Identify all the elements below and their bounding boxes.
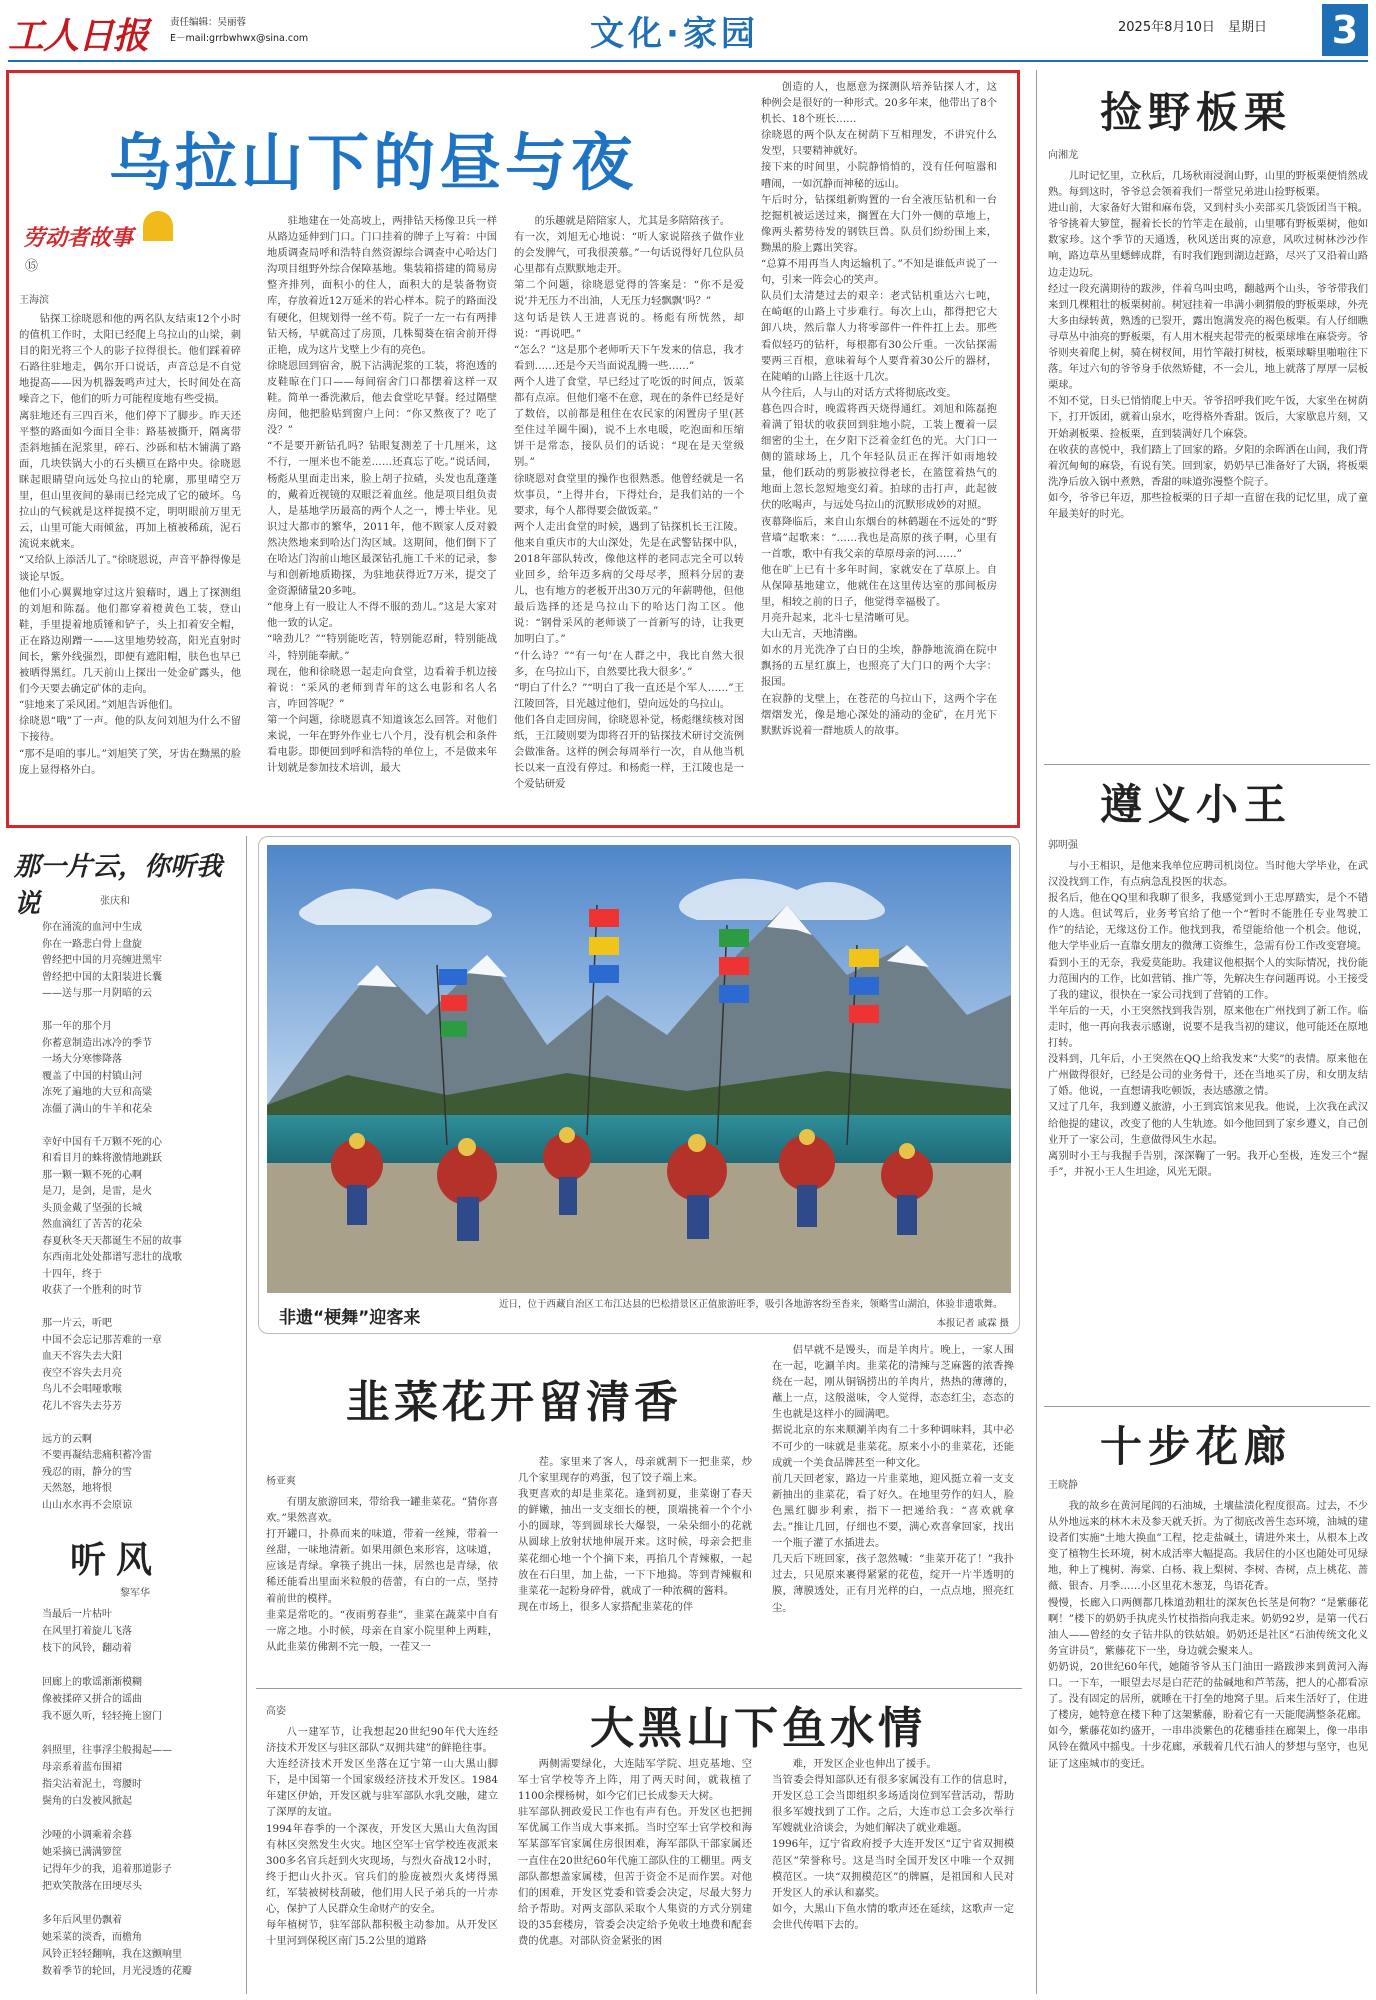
main-feature-title: 乌拉山下的昼与夜 bbox=[109, 126, 638, 199]
main-col-2: 驻地建在一处高坡上，两排钻天杨像卫兵一样从路边延伸到门口。门口挂着的牌子上写着：中国地质调查局呼和浩特自然资源综合调查中心哈达门沟项目组野外综合保障基地。集装箱搭建的简易房整齐排列，面积小的住人，面积大的是装备物资库，存放着近12万延米的岩心样本。院子的路面没有硬化，但规划得一丝不苟。院子一左一右有两排钻天杨，早就高过了房顶，几株蜀葵在宿舍前开得正艳，成为这片戈壁上少有的亮色。 徐晓恩回到宿舍，脱下沾满泥浆的工装，将泡透的皮鞋晾在门口——每间宿舍门口都摆着这样一双鞋。简单一番洗漱后，他去食堂吃早餐。经过隔壁房间，他把脸贴到窗户上问：“你又熬夜了？吃了没？” “不是要开新钻孔吗？钻眼复测差了十几厘米，这不行，一厘米也不能差……还真忘了吃。”说话间，杨彪从里面走出来，脸上胡子拉碴，头发也乱蓬蓬的，戴着近视镜的双眼泛着血丝。他是项目组负责人，是基地学历最高的两个人之一，博士毕业。见识过大都市的繁华，2011年，他不顾家人反对毅然决然地来到哈达门沟区域。这期间，他们倒下了在哈达门沟前山地区最深钻孔施工千米的记录，参与和创新地质勘探，为驻地获得近7万米，提交了金资源储量20多吨。 “他身上有一股让人不得不服的劲儿。”这是大家对他一致的认定。 “啥劲儿？”“特别能吃苦，特别能忍耐，特别能战斗，特别能奉献。” 现在，他和徐晓恩一起走向食堂，边看着手机边接着说：“采风的老师到青年的这么电影和名人名言，咋回答呢？” 第一个问题，徐晓恩真不知道该怎么回答。对他们来说，一年在野外作业七八个月，没有机会和条件看电影。即便回到呼和浩特的单位上，不是做来年计划就是参加技术培训，最大 bbox=[267, 215, 497, 775]
bottom1-col-1: 有朋友旅游回来，带给我一罐韭菜花。“猜你喜欢。”果然喜欢。 打开罐口，扑鼻而来的味道，带着一丝辣，带着一丝甜，一味地清新。如果用颜色来形容，这味道，应该是青绿。拿筷子挑出一抹，居然也是青绿，依稀还能看出里面米粒般的蓓蕾，有白的一点，坚持着前世的模样。 韭菜是常吃的。“夜雨剪春韭”，韭菜在蔬菜中自有一席之地。小时候，母亲在自家小院里种上两畦，从此韭菜仿佛割不完一般，一茬又一 bbox=[266, 1496, 498, 1653]
editor-email: E－mail:grrbwhwx@sina.com bbox=[170, 33, 309, 44]
photo-credit: 本报记者 戚霖 摄 bbox=[936, 1318, 1009, 1329]
bottom-divider bbox=[256, 1688, 1022, 1689]
bottom1-col-3: 侣早就不是馒头，而是羊肉片。晚上，一家人围在一起，吃涮羊肉。韭菜花的清辣与芝麻酱的浓香搀绕在一起，刚从铜锅捞出的羊肉片，热热的薄薄的，蘸上一点，这般滋味，令人觉得，态态红尘，态态的生也就是这样小的圆满吧。 据说北京的东来顺涮羊肉有二十多种调味料，其中必不可少的一味就是韭菜花。原来小小的韭菜花，还能成就一个美食品牌甚至一种文化。 前几天回老家，路边一片韭菜地，迎风挺立着一支支新抽出的韭菜花，看了好久。在地里劳作的妇人，脸色黑红脚步利索，指下一把递给我：“喜欢就拿去。”推让几回，仔细也不要，满心欢喜拿回家，找出一个瓶子灌了水插进去。 几天后下班回家，孩子忽然喊：“韭菜开花了！”我扑过去，只见原来裹得紧紧的花苞，绽开一片半透明的膜，薄膜透处，正有月光样的白，一点点地，照亮红尘。 bbox=[772, 1344, 1014, 1614]
bottom2-author: 高姿 bbox=[266, 1706, 286, 1717]
bottom1-author: 杨亚爽 bbox=[266, 1476, 296, 1487]
leftpoem2-body: 当最后一片枯叶 在风里打着旋儿飞落 枝下的风铃，翻动着 回廊上的歌谣渐渐模糊 像被揉碎又拼合的谣曲 我不愿久听，轻轻掩上窗门 斜照里，往事浮尘般揭起—— 母亲系着蓝布围裙 指尖沾着泥土，弯腰时 鬓角的白发被风掀起 沙哑的小调乘着余暮 她采摘已满满箩筐 记得年少的我，追着那道影子 把欢笑散落在田埂尽头 多年后风里仍飘着 她采菜的淡香，而檐角 风铃正轻轻翻响，我在这颤响里 数着季节的轮回，月光浸透的花瓣 bbox=[42, 1609, 192, 1977]
leftpoem2-title: 听风 bbox=[70, 1540, 163, 1581]
section-title: 文化·家园 bbox=[590, 14, 759, 54]
bottom1-col-2: 茬。家里来了客人，母亲就割下一把韭菜，炒几个家里现存的鸡蛋，包了饺子端上来。 我更喜欢的却是韭菜花。逢到初夏，韭菜谢了春天的鲜嫩，抽出一支支细长的梗，顶端挑着一个个小小的圆球，等到圆球长大爆裂，一朵朵细小的花就从圆球上放射状地伸展开来。这时候，母亲会把韭菜花细心地一个个摘下来，再掐几个青辣椒，一起放在石臼里，加上盐，一下下地捣。等到青辣椒和韭菜花一起粉身碎骨，就成了一种浓稠的酱料。 现在市场上，很多人家搭配韭菜花的伴 bbox=[518, 1456, 752, 1613]
bottom2-col-1: 八一建军节，让我想起20世纪90年代大连经济技术开发区与驻区部队“双拥共建”的鲜艳往事。 大连经济技术开发区坐落在辽宁第一山大黑山脚下，是中国第一个国家级经济技术开发区。1984年建区伊始，开发区就与驻军部队水乳交融，建立了深厚的友谊。 1994年春季的一个深夜，开发区大黑山大鱼沟国有林区突然发生火灾。地区空军士官学校连夜派来300多名官兵赶到火灾现场，与烈火奋战12小时，终于把山火扑灭。官兵们的脸庞被烈火炙烤得黑红，军装被树枝刮破，他们用人民子弟兵的一片赤心，保护了人民群众生命财产的安全。 每年植树节，驻军部队都积极主动参加。从开发区十里河到保税区南门5.2公里的道路 bbox=[266, 1726, 498, 1948]
main-feature bbox=[6, 70, 1020, 828]
right3-title: 十步花廊 bbox=[1100, 1422, 1293, 1471]
right2-bottom-rule bbox=[1044, 1406, 1370, 1407]
right2-title: 遵义小王 bbox=[1100, 780, 1293, 829]
leftpoem-author: 张庆和 bbox=[100, 896, 130, 907]
right-column-divider bbox=[1036, 70, 1037, 1994]
main-col-3: 的乐趣就是陪陪家人，尤其是多陪陪孩子。 有一次，刘旭无心地说：“听人家说陪孩子做作业的会发脾气，可我很羡慕。”一句话说得好几位队员心里都有点默默地走开。 第二个问题，徐晓恩觉得的答案是：“你不是爱说‘并无压力不出油，人无压力轻飘飘’吗？” 这句话是铁人王进喜说的。杨彪有所恍然，却说：“再说吧。” “怎么？”这是那个老师听天下午发来的信息，我才看到……还是今天当面说乱腾一些……” 两个人进了食堂，早已经过了吃饭的时间点，饭菜都有点凉。但他们毫不在意，现在的条件已经是好了数倍，以前都是租住在农民家的闲置房子里(甚至住过羊圈牛圈)，说不上水电暖，吃泡面和压缩饼干是常态，接队员们的话说：“现在是天堂级别。” 徐晓恩对食堂里的操作也很熟悉。他曾经就是一名炊事员，“上得井台，下得灶台，是我们站的一个要求，每个人都得要会做饭菜。” 两个人走出食堂的时候，遇到了钻探机长王江陵。他来自重庆市的大山深处，先是在武警钻探中队，2018年部队转改，像他这样的老同志完全可以转业回乡，给年迈多病的父母尽孝，照料分居的妻儿，也有地方的老板开出30万元的年薪聘他，但他最后选择的还是乌拉山下的哈达门沟工区。他说：“钢骨采风的老师谈了一首新写的诗，让我更加明白了。” “什么诗？”“有一句‘在人群之中，我比自然大很多，在乌拉山下，自然要比我大很多’。” “明白了什么？”“明白了我一直还是个军人……”王江陵回答，目光越过他们，望向远处的乌拉山。 他们各自走回房间，徐晓恩补觉，杨彪继续核对图纸，王江陵则要为即将召开的钻探技术研讨交流例会做准备。这样的例会每周举行一次，自从他当机长以来一直没有停过。和杨彪一样，王江陵也是一个爱钻研爱 bbox=[514, 215, 744, 791]
leftpoem2-author: 黎军华 bbox=[120, 1588, 150, 1599]
right3-body: 我的故乡在黄河尾闾的石油城，土壤盐渍化程度很高。过去，不少从外地远来的林木未及参天就夭折。为了彻底改善生态环境，油城的建设者们实施“土地大换血”工程，挖走盐碱土，请进外来土，从根本上改变了植物生长环境，树木成活率大幅提高。我居住的小区也随处可见绿地，种上了槐树、海棠、白杨、栽上梨树、李树、杏树，点上桃花、蔷薇、银杏、月季……小区里花木葱茏，鸟语花香。 慢慢，长廊入口两侧都几株道劲粗壮的深灰色长茎是何物？“是紫藤花啊！”楼下的奶奶手执虎头竹杖指指向我走来。奶奶92岁，是第一代石油人——曾经的女子钻井队的铁姑娘。奶奶还是社区“石油传统文化义务宣讲员”，紫藤花下一坐，身边就会聚来人。 奶奶说，20世纪60年代，她随爷爷从玉门油田一路跋涉来到黄河入海口。一下车，一眼望去尽是白茫茫的盐碱地和芦苇荡，把人的心都看凉了。没有固定的居所，就睡在干打垒的地窝子里。后来生活好了，住进了楼房，她特意在楼下种了这架紫藤，盼着它有一天能爬满整条花廊。 如今，紫藤花如约盛开，一串串淡紫色的花穗垂挂在廊架上，像一串串风铃在微风中摇曳。十步花廊，承载着几代石油人的梦想与坚守，也见证了这座城市的变迁。 bbox=[1048, 1500, 1368, 1770]
series-name: 劳动者故事 bbox=[23, 226, 134, 251]
mountain-dance-photo bbox=[267, 845, 1011, 1293]
feature-photo-frame bbox=[258, 836, 1020, 1334]
issue-weekday: 星期日 bbox=[1228, 20, 1268, 35]
right1-title: 捡野板栗 bbox=[1100, 88, 1293, 137]
right2-author: 郭明强 bbox=[1048, 840, 1078, 851]
masthead bbox=[0, 0, 1376, 64]
page-number: 3 bbox=[1322, 4, 1368, 56]
newspaper-logo: 工人日报 bbox=[8, 15, 149, 57]
main-author: 王海滨 bbox=[19, 295, 49, 306]
leftpoem-title: 那一片云，你听我说 bbox=[14, 852, 223, 919]
issue-date: 2025年8月10日 bbox=[1118, 20, 1215, 35]
main-col-1: 钻探工徐晓恩和他的两名队友结束12个小时的值机工作时，太阳已经爬上乌拉山的山梁，刺目的阳光将三个人的影子拉得很长。他们踩着碎石路往驻地走，偶尔开口说话，声音总是不自觉地提高——因为机器轰鸣声过大，长时间处在高噪音之下，他们的听力可能程度地有些受损。 离驻地还有三四百米，他们停下了脚步。昨天还平整的路面如今面目全非：路基被撕开，隔离带歪斜地插在泥浆里，碎石、沙砾和枯木铺满了路面，几块铁锅大小的石头横亘在路中央。徐晓恩眯起眼睛望向远处乌拉山的轮廓，那里晴空万里，但山里夜间的暴雨已经完成了它的破坏。乌拉山的气候就是这样捉摸不定，明明眼前万里无云，山里可能大雨倾盆，再加上植被稀疏，泥石流说来就来。 “又给队上添活儿了。”徐晓恩说，声音平静得像是谈论早饭。 他们小心翼翼地穿过这片狼藉时，遇上了探测组的刘旭和陈磊。他们都穿着橙黄色工装，登山鞋，手里提着地质锤和铲子，头上扣着安全帽，正在路边剐蹭一——这里地势较高，阳光直射时间长，紫外线强烈，即便有遮阳帽，肤色也早已被晒得黑红。几天前山上探出一处金矿露头，他们今天要去确定矿体的走向。 “驻地来了采风团。”刘旭告诉他们。 徐晓恩“哦”了一声。他的队友问刘旭为什么不留下接待。 “那不是咱的事儿。”刘旭笑了笑，牙齿在黝黑的脸庞上显得格外白。 bbox=[19, 313, 241, 776]
editor-line: 责任编辑：吴丽蓉 bbox=[170, 17, 247, 28]
bottom2-col-2: 两侧需要绿化，大连陆军学院、坦克基地、空军士官学校等齐上阵，用了两天时间，就栽植了1100余棵杨树，如今它们已长成参天大树。 驻军部队拥政爱民工作也有声有色。开发区也把拥军优属工作当成大事来抓。当时空军士官学校和海军某部军官家属住房很困难，海军部队干部家属还一直住在20世纪60年代施工部队住的工棚里。两支部队都想盖家属楼，但苦于资金不足而作罢。对他们的困难，开发区党委和管委会决定，尽最大努力给予帮助。对两支部队采取个人集资的方式分别建设的35套楼房，管委会决定给予免收土地费和配套费的优惠。对部队资金紧张的困 bbox=[518, 1758, 752, 1948]
series-badge bbox=[17, 211, 177, 281]
left-column-divider bbox=[246, 836, 247, 1994]
bottom1-title: 韭菜花开留清香 bbox=[346, 1377, 682, 1428]
photo-description: 近日，位于西藏自治区工布江达县的巴松措景区正值旅游旺季，吸引各地游客纷至沓来，领略雪山湖泊，体验非遗歌舞。 bbox=[499, 1299, 1003, 1310]
right2-body: 与小王相识，是他来我单位应聘司机岗位。当时他大学毕业，在武汉没找到工作，有点病急乱投医的状态。 报名后，他在QQ里和我聊了很多，我感觉到小王忠厚踏实，是个不错的人选。但试驾后，业务考官给了他一个“暂时不能胜任专业驾驶工作”的结论，无缘这份工作。他找到我，希望能给他一个机会。他说，他大学毕业后一直靠女朋友的微薄工资维生，急需有份工作改变窘境。 看到小王的无奈，我爱莫能助。我建议他根据个人的实际情况，找份能力范围内的工作，比如营销、推广等，先解决生存问题再说。小王接受了我的建议，很快在一家公司找到了营销的工作。 半年后的一天，小王突然找到我告别，原来他在广州找到了新工作。临走时，他一再向我表示感谢，说要不是我当初的建议，他可能还在原地打转。 没料到，几年后，小王突然在QQ上给我发来“大奖”的表情。原来他在广州做得很好，已经是公司的业务骨干，还在当地买了房，和女朋友结了婚。他说，一直想请我吃顿饭，表达感激之情。 又过了几年，我到遵义旅游，小王到宾馆来见我。他说，上次我在武汉给他提的建议，改变了他的人生轨迹。如今他回到了家乡遵义，自己创业开了一家公司，生意做得风生水起。 离别时小王与我握手告别，深深鞠了一躬。我开心至极，连发三个“握手”，并祝小王人生坦途，风光无限。 bbox=[1048, 860, 1368, 1178]
main-col-4: 创造的人，也愿意为探测队培养钻探人才，这种例会是很好的一种形式。20多年来，他带出了8个机长、18个班长…… 徐晓恩的两个队友在树荫下互相理发，不讲究什么发型，只要精神就好。 接下来的时间里，小院静悄悄的，没有任何喧嚣和嘈闹，一如沉静而神秘的远山。 午后时分，钻探组新购置的一台全液压钻机和一台挖掘机被运送过来，搁置在大门外一侧的草地上，像两头蓄势待发的钢铁巨兽。队员们纷纷围上来，黝黑的脸上露出笑容。 “总算不用再当人肉运输机了。”不知是谁低声说了一句，引来一阵会心的笑声。 队员们太清楚过去的艰辛：老式钻机重达六七吨，在崎岖的山路上寸步难行。每次上山，都得把它大卸八块，然后靠人力将零部件一件件扛上去。那些看似轻巧的钻杆，每根都有30公斤重。一次钻探需要两三百根，意味着每个人要背着30公斤的器材，在陡峭的山路上往返十几次。 从今往后，人与山的对话方式将彻底改变。 暮色四合时，晚霞将西天烧得通红。刘旭和陈磊抱着满了铅状的收获回到驻地小院，工装上覆着一层细密的尘土，在夕阳下泛着金红色的光。大门口一侧的篮球场上，几个年轻队员正在挥汗如雨地较量，他们跃动的剪影被拉得老长，在篮筐着热气的地面上忽长忽短地变幻着。拍球的击打声，此起彼伏的吆喝声，与远处乌拉山的沉默形成妙的对照。 夜幕降临后，来自山东烟台的林鹤题在不远处的“野营墙”起歌来：“……我也是高原的孩子啊，心里有一首歌，歌中有我父亲的草原母亲的河……” 他在旷上已有十多年时间，家就安在了草原上。自从保障基地建立，他就住在这里传达室的那间板房里，相较之前的日子，他觉得幸福极了。 月亮升起来，北斗七星清晰可见。 大山无言，天地清幽。 如水的月光洗净了白日的尘埃，静静地流淌在院中飘扬的五星红旗上，也照亮了大门口的两个大字：报国。 在寂静的戈壁上，在苍茫的乌拉山下，这两个字在熠熠发光，像是地心深处的涌动的金矿，在月光下默默诉说着一群地质人的故事。 bbox=[761, 81, 997, 737]
series-number: ⑮ bbox=[25, 259, 39, 274]
bottom2-title: 大黑山下鱼水情 bbox=[590, 1703, 926, 1754]
masthead-rule bbox=[8, 60, 1368, 62]
bottom2-col-3: 难，开发区企业也伸出了援手。 当管委会得知部队还有很多家属没有工作的信息时，开发区总工会当即组织多场适岗位到军营活动，帮助很多军嫂找到了工作。之后，大连市总工会多次举行军嫂就业洽谈会，为她们解决了就业难题。 1996年，辽宁省政府授予大连开发区“辽宁省双拥模范区”荣誉称号。这是当时全国开发区中唯一个双拥模范区。一块“双拥模范区”的牌匾，是祖国和人民对开发区人的承认和嘉奖。 如今，大黑山下鱼水情的歌声还在延续，这歌声一定会世代传唱下去的。 bbox=[772, 1758, 1014, 1931]
right1-body: 儿时记忆里，立秋后，几场秋雨浸润山野，山里的野板栗便悄然成熟。每到这时，爷爷总会领着我们一帮堂兄弟进山捡野板栗。 进山前，大家备好大钳和麻布袋，又到村头小卖部买几袋饭团当干粮。爷爷挑着大箩筐，握着长长的竹竿走在最前，山里哪有野板栗树，他如数家珍。这个季节的天通透，秋风送出爽的凉意，风吹过树林沙沙作响，路边草丛里蟋蟀成群，有时我们跑到湖边赶路，尽兴了又沿着山路边走边玩。 经过一段充满期待的跋涉，伴着乌叫虫鸣，翻越两个山头，爷爷带我们来到几棵粗壮的板栗树前。树冠挂着一串满小刺猬般的野板栗球，外壳大多由绿转黄，熟透的已裂开，露出饱满发亮的褐色板栗。有人仔细瞧寻草丛中油亮的野板栗，有人用木棍夹起带壳的板栗球堆在麻袋旁。爷爷则夹着爬上树，骑在树杈间，用竹竿敲打树枝，板栗球噼里啪啦往下落。年过六旬的爷爷身手依然矫健，不一会儿，地上就落了厚厚一层板栗球。 不知不觉，日头已悄悄爬上中天。爷爷招呼我们吃午饭，大家坐在树荫下，打开饭团，就着山泉水，吃得格外香甜。饭后，大家歇息片刻，又开始剥板栗、捡板栗，直到装满好几个麻袋。 在收获的喜悦中，我们踏上了回家的路。夕阳的余晖洒在山间，我们背着沉甸甸的麻袋，有说有笑。回到家，奶奶早已准备好了大锅，将板栗洗净后放入锅中煮熟，香甜的味道弥漫整个院子。 如今，爷爷已年迈，那些捡板栗的日子却一直留在我的记忆里，成了童年最美好的时光。 bbox=[1048, 170, 1368, 520]
photo-caption: 非遗“梗舞”迎客来 bbox=[279, 1308, 421, 1328]
right1-author: 向湘龙 bbox=[1048, 150, 1078, 161]
right1-bottom-rule bbox=[1044, 764, 1370, 765]
right3-author: 王晓静 bbox=[1048, 1480, 1078, 1491]
leftpoem-body: 你在涌流的血河中生成 你在一路悲白骨上盘旋 曾经把中国的月亮缠进黑牢 曾经把中国的太阳装进长囊 ——送与那一月阴暗的云 那一年的那个月 你蓄意制造出冰冷的季节 一场大分寒惨降落 覆盖了中国的村镇山河 冻死了遍地的大豆和高粱 冻僵了满山的牛羊和花朵 幸好中国有千万颗不死的心 和看目月的蛛将激情地跳跃 那一颗一颗不死的心啊 是刀，是剑，是雷，是火 头顶金戴了坚强的长城 然血滴红了苦苦的花朵 春夏秋冬天天都诞生不屈的故事 东西南北处处都谱写悲壮的战歌 十四年，终于 收获了一个胜利的时节 那一片云，听吧 中国不会忘记那苦难的一章 血天不容失去大阳 夜空不容失去月亮 鸟儿不会唱哑歌喉 花儿不容失去芬芳 远方的云啊 不要再凝结悲痛积蓄冷雷 残忍的雨，静分的雪 天然怒，地将恨 山山水水再不会原谅 bbox=[42, 922, 182, 1511]
worker-helmet-icon bbox=[143, 211, 173, 241]
